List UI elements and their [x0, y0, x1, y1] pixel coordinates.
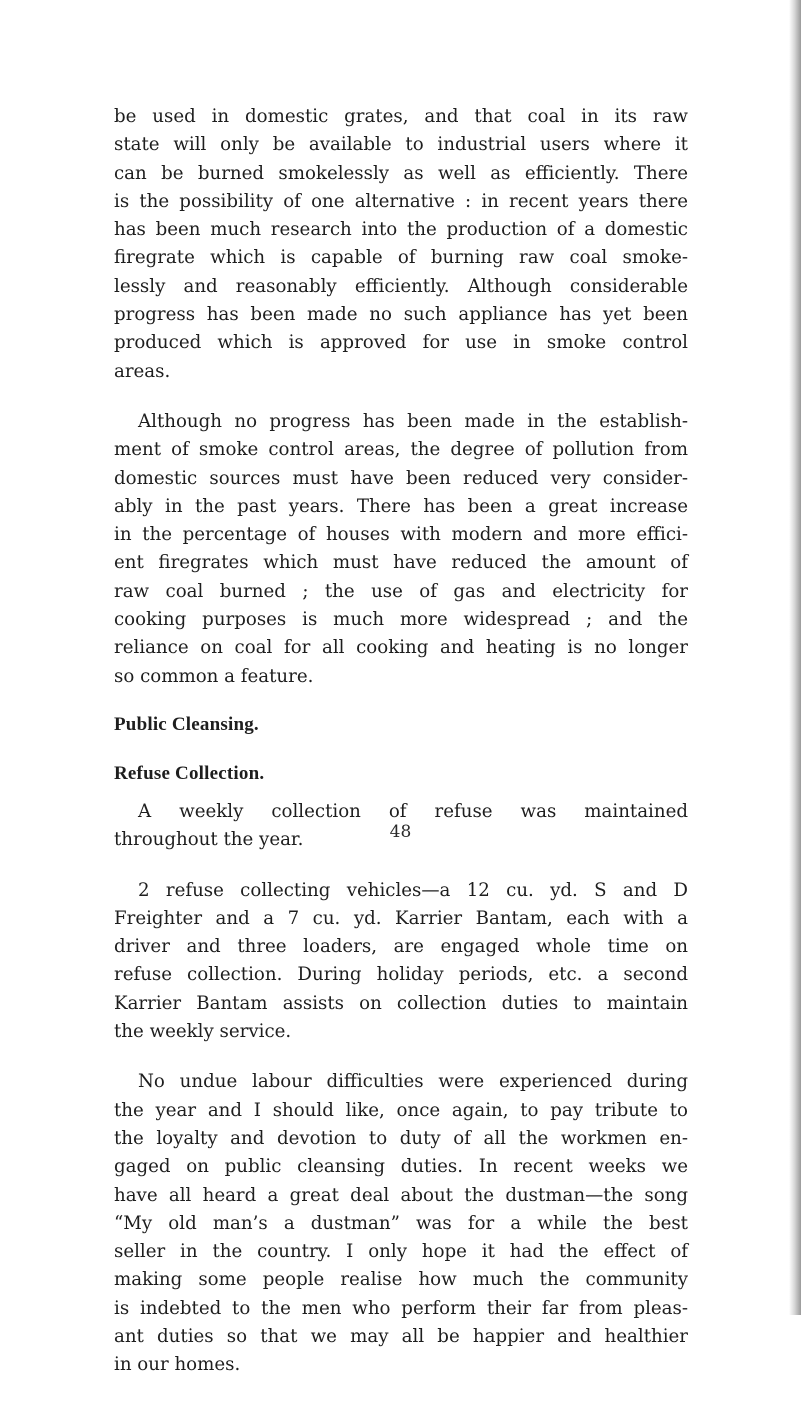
- text-line: is the possibility of one alternative : in recent years there: [114, 190, 688, 212]
- text-line: ent firegrates which must have reduced the amount of: [114, 552, 688, 574]
- text-line: has been much research into the production of a domestic: [114, 219, 688, 241]
- text-line: “My old man’s a dustman” was for a while the best: [114, 1212, 688, 1234]
- text-line: the loyalty and devotion to duty of all the workmen en-: [114, 1127, 688, 1149]
- text-line: state will only be available to industrial users where it: [114, 134, 688, 156]
- text-line: have all heard a great deal about the dustman—the song: [114, 1184, 688, 1206]
- text-line: is indebted to the men who perform their far from pleas-: [114, 1297, 688, 1319]
- paragraph-smoke-control: [114, 103, 688, 386]
- text-line: ment of smoke control areas, the degree of pollution from: [114, 439, 688, 461]
- text-line: produced which is approved for use in smoke control: [114, 332, 688, 354]
- text-line: 2 refuse collecting vehicles—a 12 cu. yd. S and D: [138, 879, 688, 901]
- text-line: driver and three loaders, are engaged whole time on: [114, 936, 688, 958]
- text-line: areas.: [114, 360, 171, 382]
- text-line: making some people realise how much the community: [114, 1269, 688, 1291]
- paragraph-vehicles: [114, 877, 688, 1047]
- text-line: refuse collection. During holiday periods, etc. a second: [114, 964, 688, 986]
- text-line: reliance on coal for all cooking and heating is no longer: [114, 637, 688, 659]
- text-line: throughout the year.: [114, 829, 304, 851]
- text-line: the weekly service.: [114, 1021, 292, 1043]
- paragraph-labour-tribute: [114, 1068, 688, 1379]
- text-line: progress has been made no such appliance has yet been: [114, 304, 688, 326]
- text-line: lessly and reasonably efficiently. Although considerable: [114, 275, 688, 297]
- text-line: in the percentage of houses with modern and more effici-: [114, 524, 688, 546]
- page-number: 48: [389, 822, 412, 842]
- heading-refuse-collection: Refuse Collection.: [114, 762, 265, 784]
- text-line: ant duties so that we may all be happier and healthier: [114, 1325, 688, 1347]
- text-line: in our homes.: [114, 1354, 241, 1376]
- text-line: the year and I should like, once again, to pay tribute to: [114, 1099, 688, 1121]
- paragraph-domestic-pollution: [114, 408, 688, 691]
- text-line: domestic sources must have been reduced very consider-: [114, 467, 688, 489]
- text-line: A weekly collection of refuse was maintained: [138, 800, 688, 822]
- text-line: gaged on public cleansing duties. In recent weeks we: [114, 1156, 688, 1178]
- text-line: raw coal burned ; the use of gas and electricity for: [114, 580, 688, 602]
- text-line: seller in the country. I only hope it had the effect of: [114, 1241, 688, 1263]
- text-line: Although no progress has been made in the establish-: [138, 410, 688, 432]
- text-line: Freighter and a 7 cu. yd. Karrier Bantam, each with a: [114, 907, 688, 929]
- text-line: ably in the past years. There has been a great increase: [114, 495, 688, 517]
- text-line: so common a feature.: [114, 665, 314, 687]
- text-line: firegrate which is capable of burning raw coal smoke-: [114, 247, 688, 269]
- text-line: cooking purposes is much more widespread ; and the: [114, 609, 688, 631]
- text-line: Karrier Bantam assists on collection duties to maintain: [114, 992, 688, 1014]
- page-edge-shadow: [789, 0, 801, 1315]
- text-line: be used in domestic grates, and that coal in its raw: [114, 106, 688, 127]
- text-line: can be burned smokelessly as well as efficiently. There: [114, 162, 688, 184]
- text-column: [114, 103, 688, 1402]
- text-line: No undue labour difficulties were experienced during: [138, 1071, 688, 1093]
- heading-public-cleansing: Public Cleansing.: [114, 713, 259, 735]
